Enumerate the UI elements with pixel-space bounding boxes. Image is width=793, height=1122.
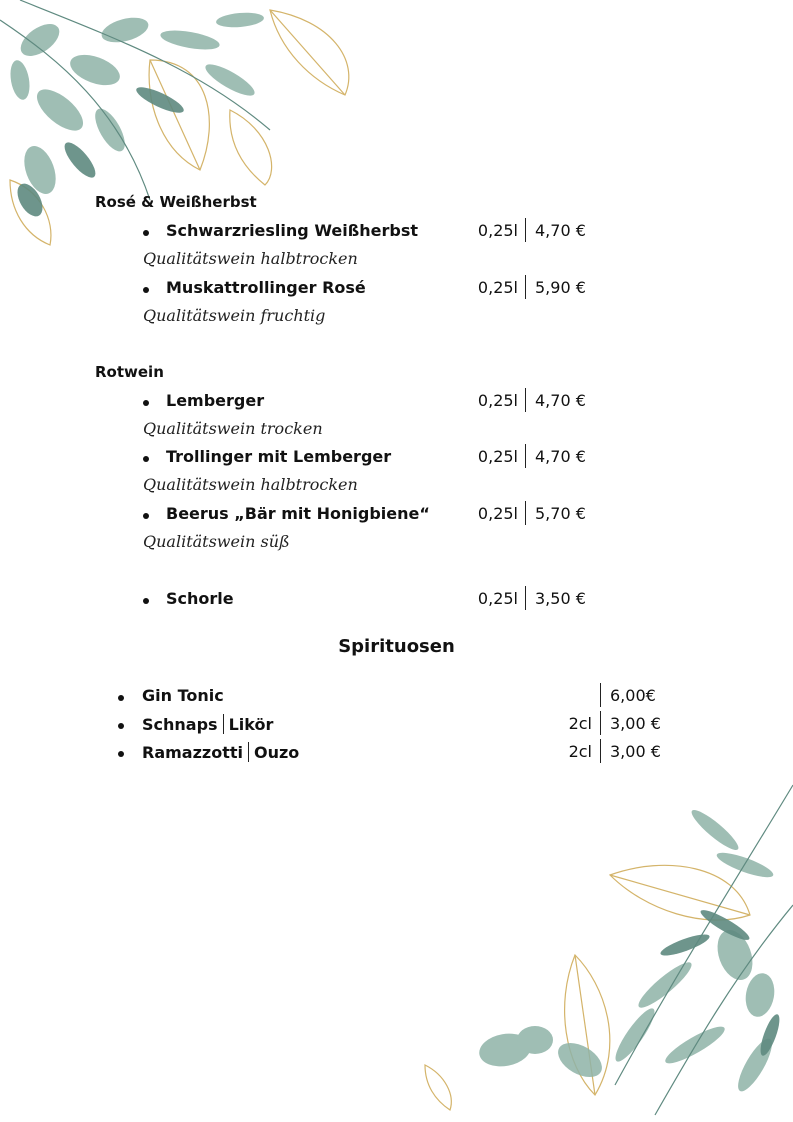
- menu-item-lemberger: [0, 391, 793, 415]
- item-name: [142, 714, 273, 734]
- menu-item-muskattrollinger: [0, 278, 793, 302]
- divider: [525, 275, 526, 299]
- item-name: Gin Tonic: [142, 686, 224, 705]
- item-price: 4,70 €: [535, 221, 586, 240]
- bullet-icon: [118, 723, 124, 729]
- item-price: 4,70 €: [535, 447, 586, 466]
- bullet-icon: [143, 230, 149, 236]
- item-description: Qualitätswein süß: [143, 532, 290, 551]
- bullet-icon: [143, 513, 149, 519]
- menu-item-gin-tonic: [0, 686, 793, 710]
- item-description: Qualitätswein fruchtig: [143, 306, 326, 325]
- eucalyptus-leaves-bottom-right-icon: [415, 745, 793, 1122]
- divider: [600, 739, 601, 763]
- item-volume: 2cl: [568, 742, 592, 761]
- bullet-icon: [143, 287, 149, 293]
- item-volume: 0,25l: [477, 504, 518, 523]
- item-price: 3,00 €: [610, 742, 661, 761]
- item-name: Trollinger mit Lemberger: [166, 447, 392, 466]
- divider: [600, 683, 601, 707]
- menu-item-schorle: [0, 589, 793, 613]
- item-name-a: Schnaps: [142, 715, 218, 734]
- item-name-b: Likör: [228, 715, 274, 734]
- item-volume: 0,25l: [477, 391, 518, 410]
- menu-item-trollinger: [0, 447, 793, 471]
- section-heading-rotwein: Rotwein: [95, 363, 164, 381]
- menu-item-ramazzotti-ouzo: [0, 742, 793, 766]
- divider: [525, 586, 526, 610]
- item-price: 5,70 €: [535, 504, 586, 523]
- item-volume: 0,25l: [477, 589, 518, 608]
- item-name: Lemberger: [166, 391, 265, 410]
- divider: [248, 742, 249, 762]
- bullet-icon: [143, 400, 149, 406]
- item-price: 5,90 €: [535, 278, 586, 297]
- bullet-icon: [143, 456, 149, 462]
- divider: [600, 711, 601, 735]
- item-name: Schorle: [166, 589, 234, 608]
- item-name: Schwarzriesling Weißherbst: [166, 221, 418, 240]
- item-name: [142, 742, 299, 762]
- bullet-icon: [118, 695, 124, 701]
- item-volume: 0,25l: [477, 221, 518, 240]
- item-name: Muskattrollinger Rosé: [166, 278, 366, 297]
- divider: [525, 444, 526, 468]
- divider: [525, 388, 526, 412]
- section-heading-spirituosen: Spirituosen: [338, 636, 455, 657]
- bullet-icon: [143, 598, 149, 604]
- bullet-icon: [118, 751, 124, 757]
- divider: [525, 218, 526, 242]
- divider: [223, 714, 224, 734]
- item-price: 4,70 €: [535, 391, 586, 410]
- menu-item-schwarzriesling: [0, 221, 793, 245]
- menu-item-schnaps-likoer: [0, 714, 793, 738]
- item-description: Qualitätswein halbtrocken: [143, 249, 358, 268]
- item-name: Beerus „Bär mit Honigbiene“: [166, 504, 430, 523]
- item-description: Qualitätswein trocken: [143, 419, 323, 438]
- item-name-b: Ouzo: [253, 743, 300, 762]
- item-description: Qualitätswein halbtrocken: [143, 475, 358, 494]
- item-volume: 2cl: [568, 714, 592, 733]
- item-price: 6,00€: [610, 686, 656, 705]
- item-price: 3,50 €: [535, 589, 586, 608]
- divider: [525, 501, 526, 525]
- item-volume: 0,25l: [477, 447, 518, 466]
- item-price: 3,00 €: [610, 714, 661, 733]
- item-volume: 0,25l: [477, 278, 518, 297]
- menu-item-beerus: [0, 504, 793, 528]
- section-heading-rose: Rosé & Weißherbst: [95, 193, 257, 211]
- item-name-a: Ramazzotti: [142, 743, 243, 762]
